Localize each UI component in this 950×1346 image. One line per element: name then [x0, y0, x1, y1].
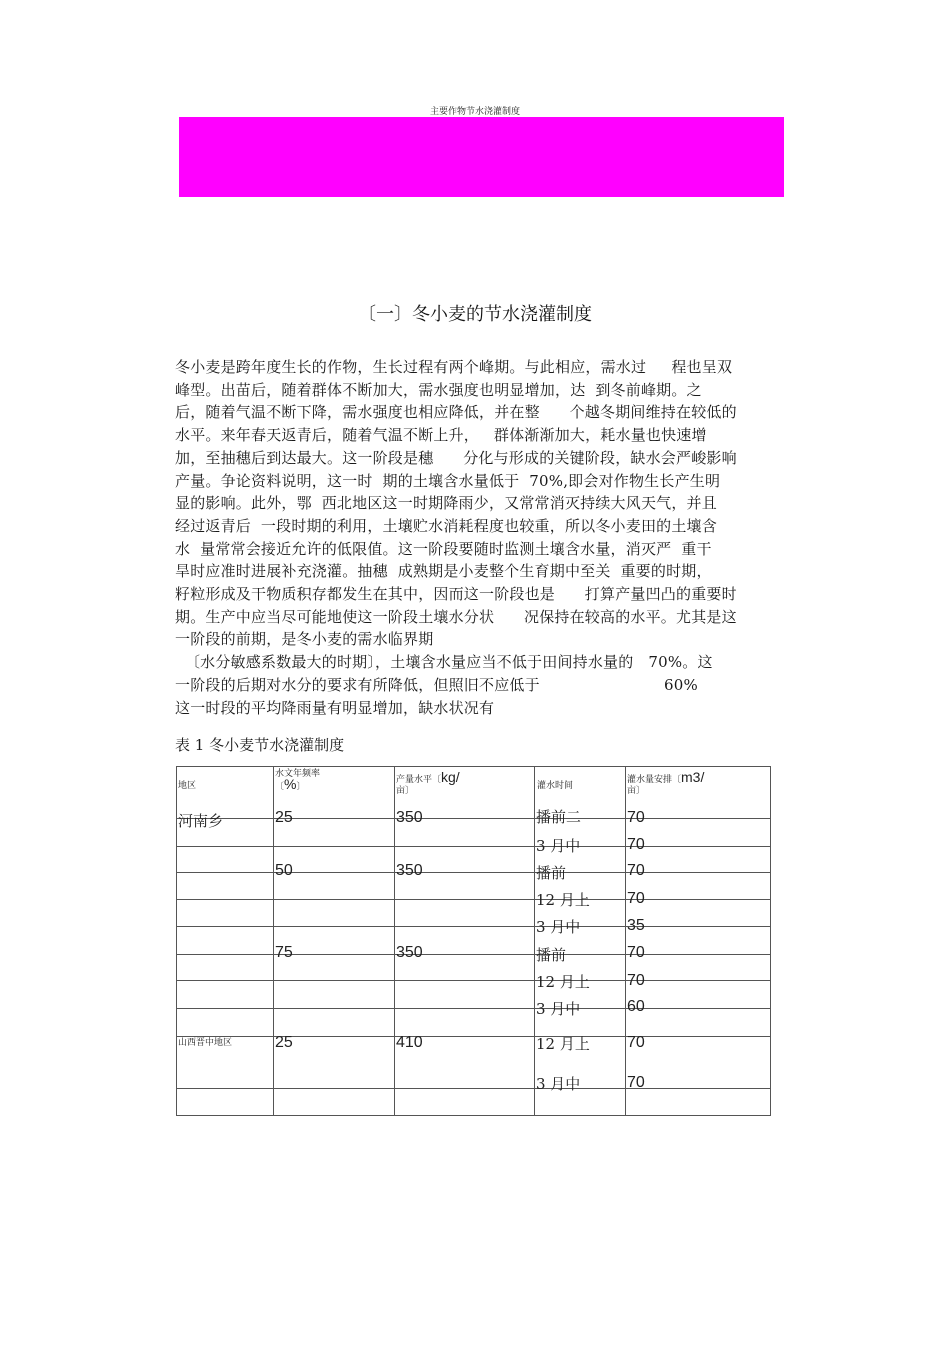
table-rule [625, 766, 626, 1116]
header-amount-label: 灌水量安排〔 [627, 774, 682, 784]
yield-cell: 350 [396, 809, 423, 826]
table-rule [273, 766, 274, 1116]
yield-cell: 410 [396, 1034, 423, 1051]
header-yield-unit2: 亩〕 [396, 785, 415, 795]
header-frequency-close: 〕 [296, 781, 306, 791]
region-cell: 山西晋中地区 [178, 1038, 233, 1048]
amount-cell: 70 [627, 890, 645, 907]
header-yield [396, 769, 516, 796]
section-title: 〔一〕冬小麦的节水浇灌制度 [358, 304, 592, 325]
header-yield-label: 产量水平〔 [396, 774, 442, 784]
amount-cell: 70 [627, 1034, 645, 1051]
header-amount-unit2: 亩〕 [627, 785, 646, 795]
irrigation-table [176, 766, 771, 1116]
amount-cell: 70 [627, 972, 645, 989]
header-amount-unit: m3/ [681, 769, 705, 785]
frequency-cell: 25 [275, 1034, 293, 1051]
header-frequency [275, 768, 385, 792]
table-rule [176, 1036, 771, 1037]
table-rule [176, 1088, 771, 1089]
table-rule [176, 926, 771, 927]
time-cell: 12 月上 [536, 1035, 590, 1053]
time-cell: 播前 [536, 864, 567, 882]
table-rule [176, 766, 771, 767]
magenta-banner [179, 117, 784, 197]
amount-cell: 60 [627, 998, 645, 1015]
time-cell: 12 月上 [536, 973, 590, 991]
table-rule [176, 1115, 771, 1116]
header-frequency-label: 水文年频率 [275, 768, 321, 778]
time-cell: 3 月中 [536, 918, 581, 936]
table-rule [176, 818, 771, 819]
amount-cell: 35 [627, 917, 645, 934]
yield-cell: 350 [396, 862, 423, 879]
table-rule [534, 766, 535, 1116]
table-rule [770, 766, 771, 1116]
table-rule [176, 899, 771, 900]
time-cell: 播前 [536, 946, 567, 964]
region-cell: 河南乡 [178, 812, 224, 830]
frequency-cell: 50 [275, 862, 293, 879]
table-rule [176, 980, 771, 981]
table-rule [394, 766, 395, 1116]
table-rule [176, 954, 771, 955]
amount-cell: 70 [627, 809, 645, 826]
header-region: 地区 [178, 780, 197, 790]
frequency-cell: 75 [275, 944, 293, 961]
amount-cell: 70 [627, 944, 645, 961]
time-cell: 12 月上 [536, 891, 590, 909]
table-rule [176, 1008, 771, 1009]
table-rule [176, 872, 771, 873]
header-frequency-open: 〔 [275, 781, 285, 791]
time-cell: 3 月中 [536, 1000, 581, 1018]
time-cell: 播前二 [536, 808, 582, 826]
frequency-cell: 25 [275, 809, 293, 826]
amount-cell: 70 [627, 836, 645, 853]
header-frequency-unit: % [284, 776, 297, 792]
yield-cell: 350 [396, 944, 423, 961]
header-yield-unit: kg/ [441, 769, 460, 785]
table-caption: 表 1 冬小麦节水浇灌制度 [175, 736, 345, 754]
amount-cell: 70 [627, 862, 645, 879]
body-paragraph: 冬小麦是跨年度生长的作物，生长过程有两个峰期。与此相应，需水过 程也呈双 峰型。出苗后，随着群体不断加大，需水强度也明显增加，达 到冬前峰期。之 后，随着气温不断下降，需水强度也相应降低，并在整 个越冬期间维持在较低的 水平。来年春天返青后，随着气温不断上升， 群体渐渐加大，耗水量也快速增 加，至抽穗后到达最大。这一阶段是穗 分化与形成的关键阶段，缺水会严峻影响 产量。争论资料说明，这一时 期的土壤含水量低于 70%,即会对作物生长产生明 显的影响。此外，鄂 西北地区这一时期降雨少，又常常消灭持续大风天气，并且 经过返青后 一段时期的利用，土壤贮水消耗程度也较重，所以冬小麦田的土壤含 水 量常常会接近允许的低限值。这一阶段要随时监测土壤含水量，消灭严 重干 旱时应准时进展补充浇灌。抽穗 成熟期是小麦整个生育期中至关 重要的时期， 籽粒形成及干物质积存都发生在其中，因而这一阶段也是 打算产量凹凸的重要时 期。生产中应当尽可能地使这一阶段土壤水分状 况保持在较高的水平。尤其是这 一阶段的前期，是冬小麦的需水临界期 〔水分敏感系数最大的时期〕，土壤含水量应当不低于田间持水量的 70%。这 一阶段的后期对水分的要求有所降低，但照旧不应低于 60% 这一时段的平均降雨量有明显增加，缺水状况有 [175, 358, 737, 717]
table-rule [176, 766, 177, 1116]
header-time: 灌水时间 [537, 780, 574, 790]
time-cell: 3 月中 [536, 1075, 581, 1093]
header-amount [627, 769, 767, 796]
amount-cell: 70 [627, 1074, 645, 1091]
document-header-title: 主要作物节水浇灌制度 [429, 107, 520, 117]
table-rule [176, 846, 771, 847]
time-cell: 3 月中 [536, 837, 581, 855]
